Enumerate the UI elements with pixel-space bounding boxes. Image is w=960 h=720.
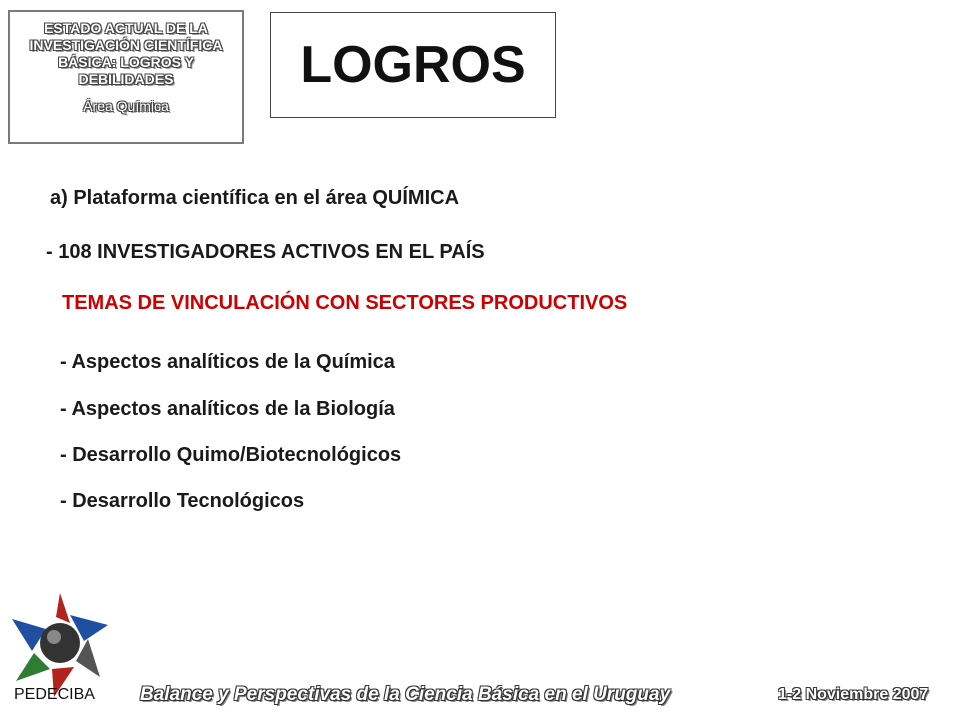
list-item: - Desarrollo Quimo/Biotecnológicos <box>60 444 402 466</box>
list-item: - Aspectos analíticos de la Biología <box>60 398 395 420</box>
researchers-line: - 108 INVESTIGADORES ACTIVOS EN EL PAÍS <box>46 241 485 263</box>
topic-subtitle: Área Química <box>83 98 169 114</box>
list-item: - Desarrollo Tecnológicos <box>60 490 305 512</box>
slide-title: LOGROS <box>300 36 526 94</box>
footer-date: 1-2 Noviembre 2007 <box>778 686 929 703</box>
themes-heading: TEMAS DE VINCULACIÓN CON SECTORES PRODUCTIVOS <box>62 292 628 314</box>
logo-text: PEDECIBA <box>14 686 95 703</box>
topic-title-line-2: INVESTIGACIÓN CIENTÍFICA <box>29 37 223 53</box>
topic-title-line-1: ESTADO ACTUAL DE LA <box>44 20 208 36</box>
platform-line: a) Plataforma científica en el área QUÍMICA <box>50 187 460 209</box>
topic-title-line-4: DEBILIDADES <box>78 71 174 87</box>
footer-event: Balance y Perspectivas de la Ciencia Básica en el Uruguay <box>140 684 671 705</box>
list-item: - Aspectos analíticos de la Química <box>60 351 395 373</box>
slide-title-box <box>270 12 556 118</box>
topic-title-line-3: BÁSICA: LOGROS Y <box>58 54 194 70</box>
topic-box <box>8 10 244 144</box>
